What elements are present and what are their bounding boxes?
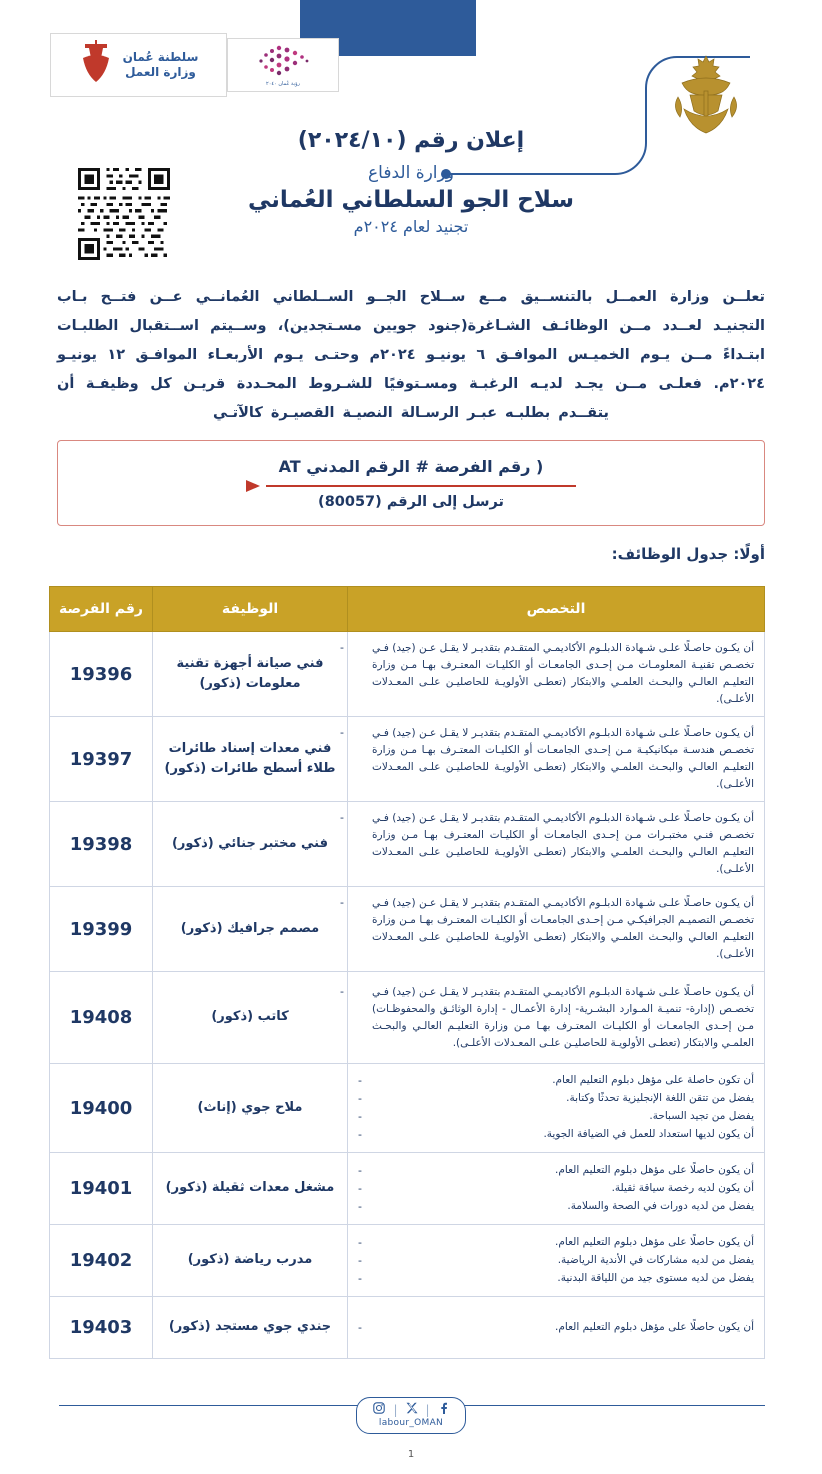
- cell-job: فني معدات إسناد طائرات طلاء أسطح طائرات (ذكور): [153, 717, 348, 802]
- vision-logo-caption: رؤية عُمان ٢٠٤٠: [266, 81, 300, 87]
- table-row: [50, 972, 765, 1064]
- arrow-icon: [246, 479, 576, 493]
- table-row: [50, 802, 765, 887]
- ministry-logo-line2: وزارة العمل: [125, 65, 196, 79]
- table-row: [50, 1153, 765, 1225]
- oman-vision-2040-logo: [227, 38, 339, 92]
- facebook-icon[interactable]: [438, 1402, 449, 1417]
- cell-opportunity-no: 19408: [50, 972, 153, 1064]
- cell-opportunity-no: 19399: [50, 887, 153, 972]
- cell-job: مصمم جرافيك (ذكور): [153, 887, 348, 972]
- cell-job: مشغل معدات ثقيلة (ذكور): [153, 1153, 348, 1225]
- table-row: [50, 1064, 765, 1153]
- vision-dots-icon: [251, 43, 315, 81]
- sms-format-box: [57, 440, 765, 526]
- table-row: [50, 887, 765, 972]
- recruitment-year: تجنيد لعام ٢٠٢٤م: [353, 217, 469, 236]
- cell-opportunity-no: 19397: [50, 717, 153, 802]
- cell-specialization: أن يكون حاصلًا على مؤهل دبلوم التعليم العام. -: [348, 1297, 765, 1359]
- cell-job: فني صيانة أجهزة تقنية معلومات (ذكور): [153, 632, 348, 717]
- jobs-table: [59, 586, 765, 1359]
- cell-job: فني مختبر جنائي (ذكور): [153, 802, 348, 887]
- page-number: 1: [407, 1449, 415, 1460]
- sms-format-text: ( رقم الفرصة # الرقم المدني AT: [278, 456, 544, 476]
- x-twitter-icon[interactable]: [406, 1402, 418, 1417]
- cell-job: جندي جوي مستجد (ذكور): [153, 1297, 348, 1359]
- cell-opportunity-no: 19396: [50, 632, 153, 717]
- page-header: [0, 0, 822, 130]
- cell-specialization: - أن يكـون حاصـلًا علـى شـهادة الدبلـوم الأكاديمـي المتقـدم بتقديـر لا يقـل عـن (جيد) فـي تخصـص فنـي مختبـرات مـن إحـدى الجامعـات أو الكليـات المعتـرف بهـا مـن وزارة التعليـم العالـي والبحـث العلمـي والابتكار (تعطـى الأولويـة للحاصليـن علـى المعـدلات الأعلـى).: [348, 802, 765, 887]
- cell-opportunity-no: 19401: [50, 1153, 153, 1225]
- divider: |: [425, 1402, 430, 1417]
- footer-social: [0, 1397, 822, 1434]
- header-logo-group: [50, 33, 339, 97]
- table-row: [50, 1297, 765, 1359]
- cell-job: ملاح جوي (إناث): [153, 1064, 348, 1153]
- cell-opportunity-no: 19400: [50, 1064, 153, 1153]
- cell-specialization: - أن يكـون حاصـلًا علـى شـهادة الدبلـوم الأكاديمـي المتقـدم بتقديـر لا يقـل عـن (جيد) فـي تخصـص هندسـة ميكانيكيـة مـن إحـدى الجامعـات أو الكليـات المعتـرف بهـا مـن وزارة التعليـم العالـي والبحـث العلمـي والابتكار (تعطـى الأولويـة للحاصليـن علـى المعـدلات الأعلـى).: [348, 717, 765, 802]
- cell-specialization: أن يكون حاصلًا على مؤهل دبلوم التعليم العام. - أن يكون لديه رخصة سياقة ثقيلة. - يفضل من لديه دورات في الصحة والسلامة. -: [348, 1153, 765, 1225]
- column-header-opportunity-no: رقم الفرصة: [50, 587, 153, 632]
- cell-job: مدرب رياضة (ذكور): [153, 1225, 348, 1297]
- qr-code-icon[interactable]: [78, 168, 170, 260]
- force-name: سلاح الجو السلطاني العُماني: [248, 187, 574, 213]
- cell-specialization: - أن يكـون حاصـلًا علـى شـهادة الدبلـوم الأكاديمـي المتقـدم بتقديـر لا يقـل عـن (جيد) فـي تخصـص (إدارة- تنميـة المـوارد البشـرية- إدارة الأعمـال - إدارة الوثائـق والمحفوظـات) مـن إحـدى الجامعـات أو الكليـات المعتـرف بهـا مـن وزارة التعليـم العالـي والبحـث العلمـي والابتكار (تعطـى الأولويـة للحاصليـن علـى المعـدلات الأعلـى).: [348, 972, 765, 1064]
- cell-opportunity-no: 19403: [50, 1297, 153, 1359]
- divider: |: [393, 1402, 398, 1417]
- khanjar-icon: [79, 38, 113, 92]
- oman-national-emblem-icon: [660, 55, 752, 137]
- announcement-number: إعلان رقم (٢٠٢٤/١٠): [297, 128, 525, 153]
- table-row: [50, 632, 765, 717]
- ministry-of-labour-logo: [50, 33, 227, 97]
- cell-specialization: - أن يكـون حاصـلًا علـى شـهادة الدبلـوم الأكاديمـي المتقـدم بتقديـر لا يقـل عـن (جيد) فـي تخصـص تقنيـة المعلومـات مـن إحـدى الجامعـات أو الكليـات المعتـرف بهـا مـن وزارة التعليـم العالـي والبحـث العلمـي والابتكار (تعطـى الأولويـة للحاصليـن علـى المعـدلات الأعلـى).: [348, 632, 765, 717]
- column-header-specialization: التخصص: [348, 587, 765, 632]
- column-header-job: الوظيفة: [153, 587, 348, 632]
- ministry-name: وزارة الدفاع: [368, 163, 454, 183]
- instagram-icon[interactable]: [373, 1402, 385, 1417]
- cell-opportunity-no: 19398: [50, 802, 153, 887]
- jobs-table-title: أولًا: جدول الوظائف:: [611, 545, 765, 563]
- table-row: [50, 717, 765, 802]
- cell-specialization: أن تكون حاصلة على مؤهل دبلوم التعليم العام. - يفضل من تتقن اللغة الإنجليزية تحدثًا وكتابة. - يفضل من تجيد السباحة. - أن يكون لديها استعداد للعمل في الضيافة الجوية. -: [348, 1064, 765, 1153]
- cell-specialization: - أن يكـون حاصـلًا علـى شـهادة الدبلـوم الأكاديمـي المتقـدم بتقديـر لا يقـل عـن (جيد) فـي تخصـص التصميـم الجرافيكـي مـن إحـدى الجامعـات أو الكليـات المعتـرف بهـا مـن وزارة التعليـم العالـي والبحـث العلمـي والابتكار (تعطـى الأولويـة للحاصليـن علـى المعـدلات الأعلـى).: [348, 887, 765, 972]
- table-header-row: [50, 587, 765, 632]
- cell-job: كاتب (ذكور): [153, 972, 348, 1064]
- cell-specialization: أن يكون حاصلًا على مؤهل دبلوم التعليم العام. - يفضل من لديه مشاركات في الأندية الرياضية. - يفضل من لديه مستوى جيد من اللياقة البدنية. -: [348, 1225, 765, 1297]
- sms-send-to-text: ترسل إلى الرقم (80057): [318, 493, 504, 510]
- ministry-logo-line1: سلطنة عُمان: [122, 50, 199, 64]
- cell-opportunity-no: 19402: [50, 1225, 153, 1297]
- social-handle: labour_OMAN: [378, 1418, 444, 1428]
- announcement-paragraph: تعلــن وزارة العمــل بالتنســيق مــع ســلاح الجــو الســلطاني العُمانــي عــن فتــح بـاب التجنيـد لعــدد مــن الوظائـف الشـاغرة(جنود جويين مسـتجدين)، وســيتم اســتقبال الطلبـات ابتـداءً مــن يـوم الخميـس الموافـق ٦ يونيـو ٢٠٢٤م وحتـى يـوم الأربعـاء الموافـق ١٢ يونيـو ٢٠٢٤م. فعلـى مــن يجـد لديـه الرغبـة ومسـتوفيًا للشـروط المحـددة قريـن كل وظيفـة أن يتقــدم بطلبـه عبـر الرسـالة النصيـة القصيـرة كالآتـي: [57, 289, 765, 421]
- table-row: [50, 1225, 765, 1297]
